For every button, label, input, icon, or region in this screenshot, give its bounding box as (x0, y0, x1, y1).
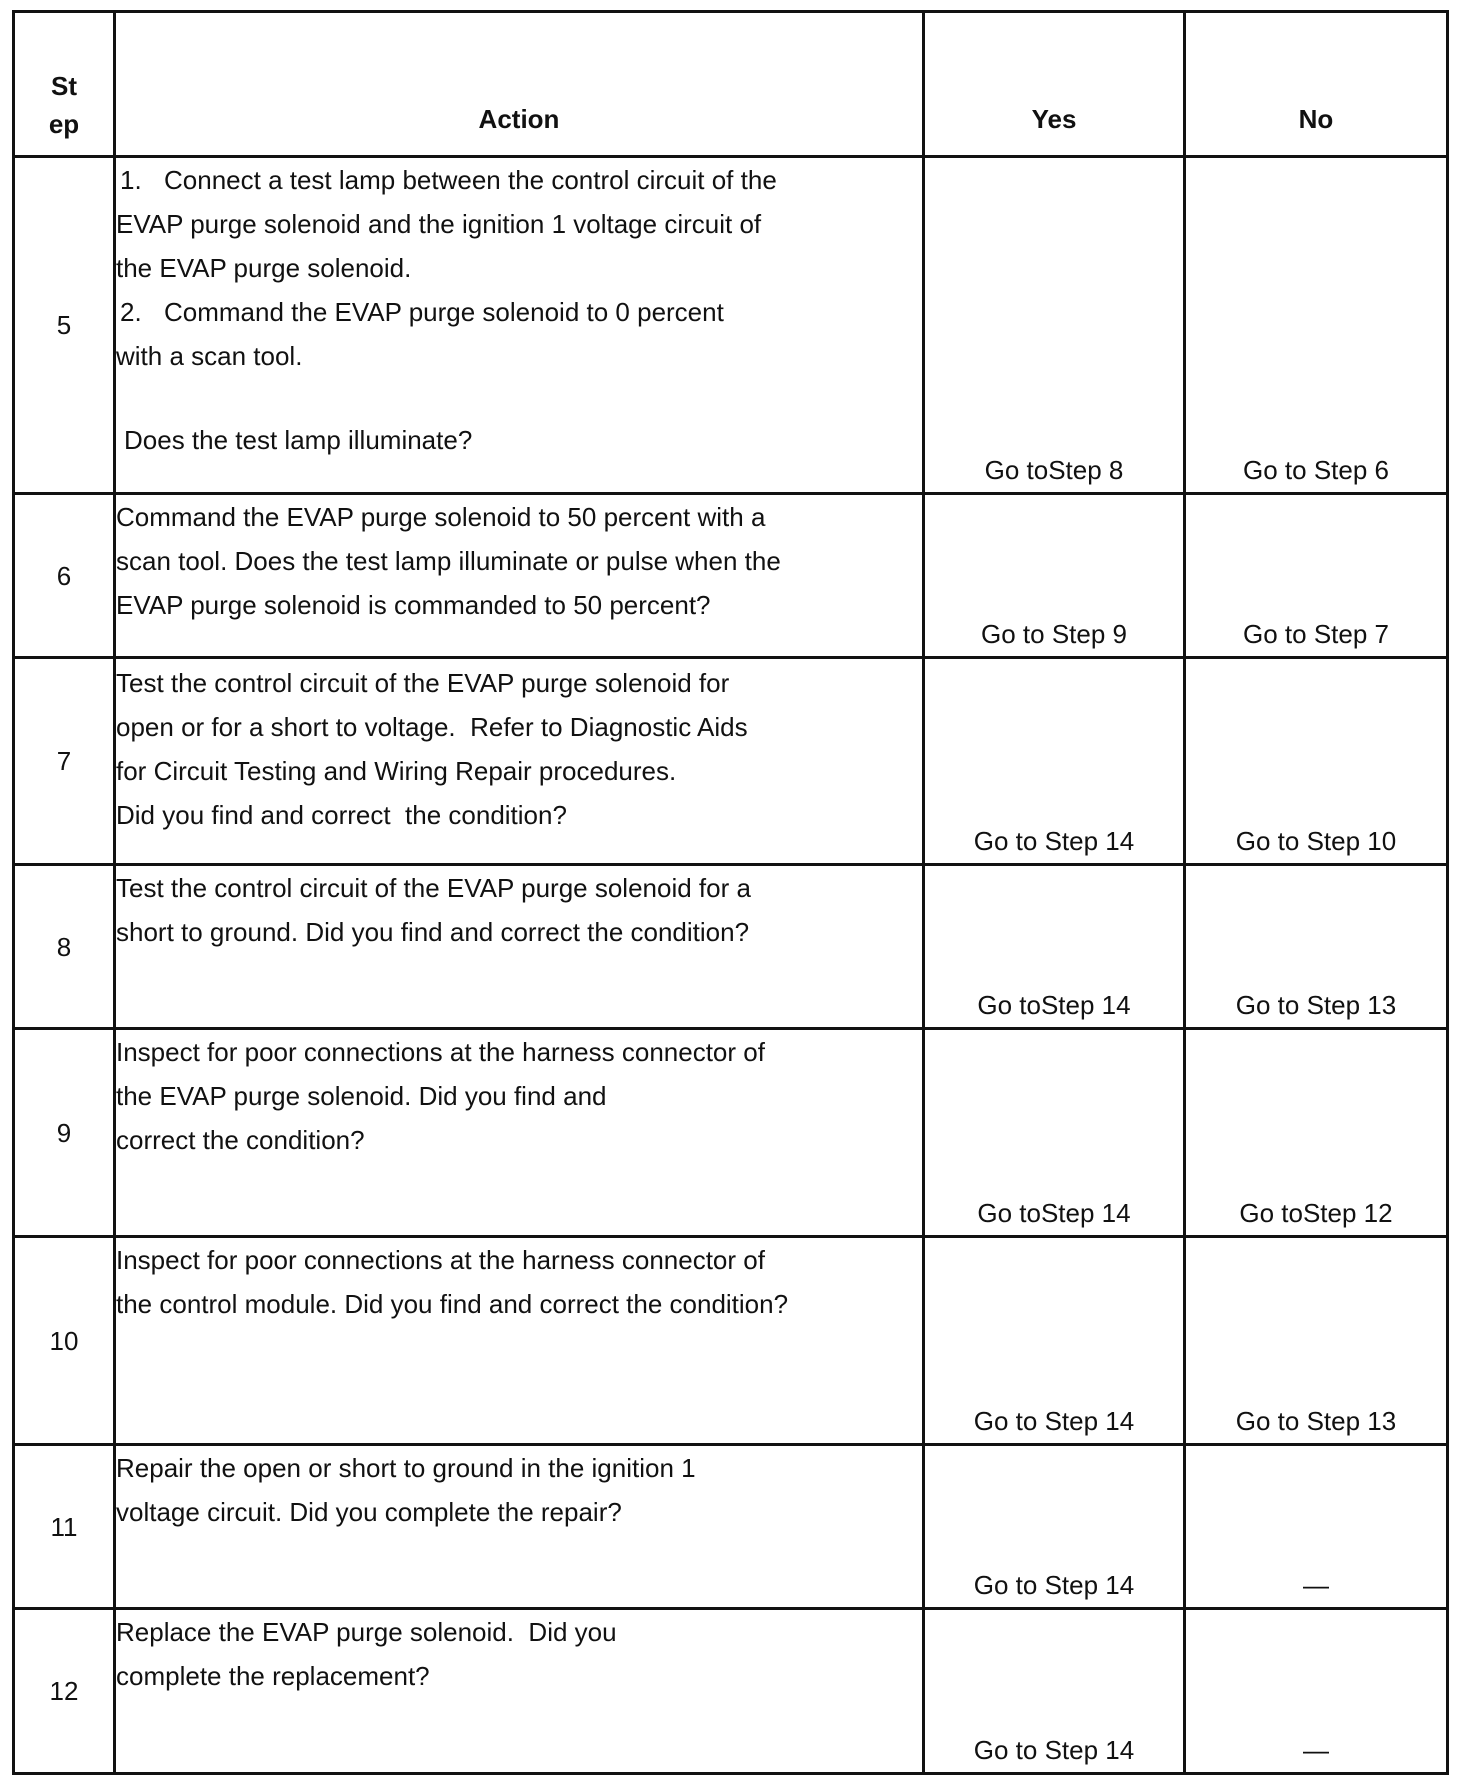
action-line: the EVAP purge solenoid. Did you find and (116, 1081, 607, 1111)
step-number: 7 (14, 658, 115, 865)
action-line: Did you find and correct the condition? (116, 800, 567, 830)
action-text: Command the EVAP purge solenoid to 0 percent (164, 297, 724, 327)
action-line: correct the condition? (116, 1125, 365, 1155)
action-line: EVAP purge solenoid is commanded to 50 percent? (116, 590, 711, 620)
action-line: the EVAP purge solenoid. (116, 253, 412, 283)
action-line: with a scan tool. (116, 341, 303, 371)
table-row (14, 1237, 1448, 1445)
list-number: 2. (120, 297, 142, 327)
table-row (14, 494, 1448, 658)
header-row (14, 12, 1448, 157)
action-line: voltage circuit. Did you complete the repair? (116, 1497, 622, 1527)
yes-result: Go to Step 9 (924, 494, 1185, 658)
action-line: short to ground. Did you find and correct the condition? (116, 917, 750, 947)
action-cell (115, 658, 924, 865)
header-step-line-2: ep (48, 109, 80, 139)
table-row (14, 157, 1448, 494)
action-cell (115, 1237, 924, 1445)
no-result: — (1185, 1445, 1448, 1609)
action-line: Command the EVAP purge solenoid to 50 percent with a (116, 502, 766, 532)
step-number: 10 (14, 1237, 115, 1445)
step-number: 5 (14, 157, 115, 494)
action-line: Test the control circuit of the EVAP purge solenoid for a (116, 873, 751, 903)
yes-result: Go to Step 14 (924, 658, 1185, 865)
list-number: 1. (120, 165, 142, 195)
yes-result: Go toStep 14 (924, 1029, 1185, 1237)
no-result: Go to Step 10 (1185, 658, 1448, 865)
action-line: Inspect for poor connections at the harness connector of (116, 1037, 765, 1067)
table-row (14, 1445, 1448, 1609)
action-cell (115, 1029, 924, 1237)
spacer (116, 378, 922, 418)
action-line: Replace the EVAP purge solenoid. Did you (116, 1617, 617, 1647)
action-cell (115, 494, 924, 658)
no-result: Go to Step 6 (1185, 157, 1448, 494)
action-line (116, 158, 922, 202)
action-line: complete the replacement? (116, 1661, 430, 1691)
yes-result: Go to Step 14 (924, 1445, 1185, 1609)
step-number: 6 (14, 494, 115, 658)
action-line: for Circuit Testing and Wiring Repair procedures. (116, 756, 677, 786)
step-number: 9 (14, 1029, 115, 1237)
action-cell (115, 157, 924, 494)
header-no: No (1185, 12, 1448, 157)
table-row (14, 865, 1448, 1029)
no-result: Go to Step 13 (1185, 865, 1448, 1029)
yes-result: Go toStep 8 (924, 157, 1185, 494)
action-cell (115, 1445, 924, 1609)
action-line: open or for a short to voltage. Refer to Diagnostic Aids (116, 712, 748, 742)
action-text: Connect a test lamp between the control circuit of the (164, 165, 777, 195)
header-action: Action (115, 12, 924, 157)
yes-result: Go to Step 14 (924, 1237, 1185, 1445)
action-line: scan tool. Does the test lamp illuminate or pulse when the (116, 546, 781, 576)
header-step (14, 12, 115, 157)
action-line: the control module. Did you find and correct the condition? (116, 1289, 789, 1319)
action-line: EVAP purge solenoid and the ignition 1 voltage circuit of (116, 209, 762, 239)
diagnostic-table (12, 10, 1449, 1775)
step-number: 11 (14, 1445, 115, 1609)
header-yes: Yes (924, 12, 1185, 157)
no-result: Go to Step 13 (1185, 1237, 1448, 1445)
no-result: Go to Step 7 (1185, 494, 1448, 658)
no-result: — (1185, 1609, 1448, 1774)
action-question: Does the test lamp illuminate? (124, 425, 473, 455)
action-line: Test the control circuit of the EVAP purge solenoid for (116, 668, 730, 698)
step-number: 8 (14, 865, 115, 1029)
action-line: Repair the open or short to ground in the ignition 1 (116, 1453, 696, 1483)
yes-result: Go toStep 14 (924, 865, 1185, 1029)
step-number: 12 (14, 1609, 115, 1774)
action-line (116, 290, 922, 334)
table-row (14, 1029, 1448, 1237)
action-cell (115, 865, 924, 1029)
table-row (14, 658, 1448, 865)
yes-result: Go to Step 14 (924, 1609, 1185, 1774)
action-cell (115, 1609, 924, 1774)
table-row (14, 1609, 1448, 1774)
no-result: Go toStep 12 (1185, 1029, 1448, 1237)
header-step-line-1: St (51, 71, 77, 101)
action-line: Inspect for poor connections at the harness connector of (116, 1245, 765, 1275)
